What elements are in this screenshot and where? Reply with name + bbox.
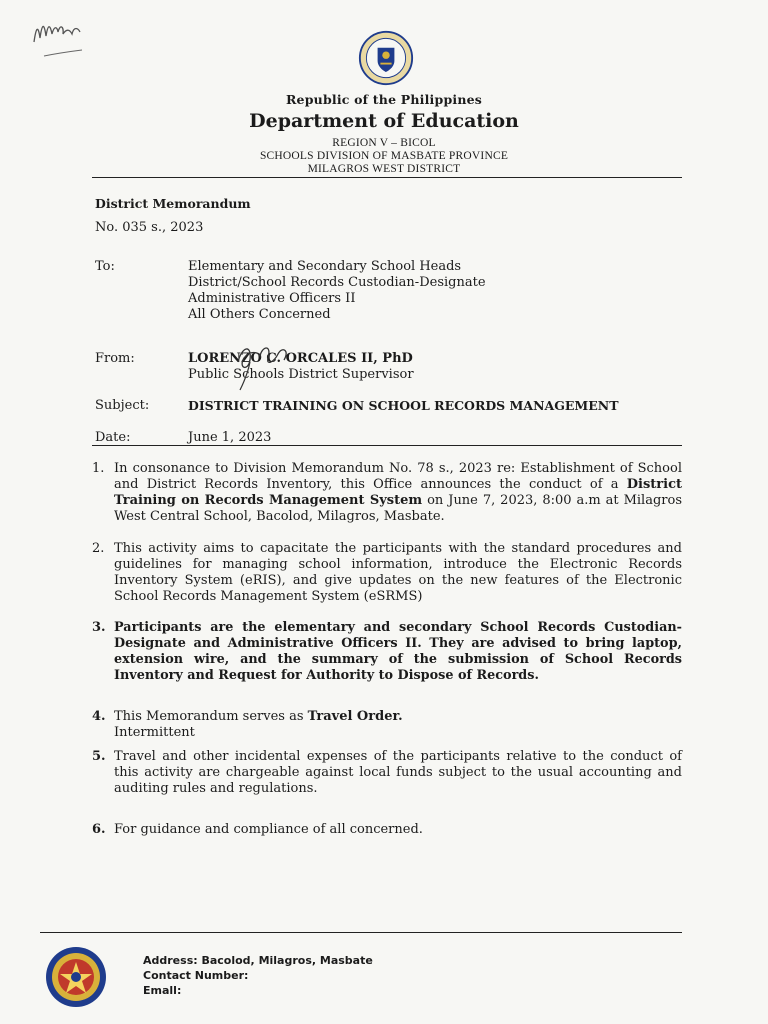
item-text: This activity aims to capacitate the participants with the standard procedures and guidelines for managing school information, introduce the Electronic Records Inventory System (eRIS), and give updates on the new features of the Electronic School Records Management System (eSRMS) (114, 541, 682, 604)
subject-text: DISTRICT TRAINING ON SCHOOL RECORDS MANAGEMENT (188, 398, 619, 413)
footer-address: Address: Bacolod, Milagros, Masbate (143, 954, 373, 967)
item-text-part: on June 7, 2023, 8:00 a.m at Milagros West Central School, Bacolod, Milagros, Masbate. (114, 493, 682, 524)
item-text-bold: District Training on Records Management System (114, 477, 682, 508)
subject-label: Subject: (95, 398, 150, 413)
deped-seal-logo (358, 30, 414, 86)
department-heading: Department of Education (249, 110, 519, 132)
list-item (92, 541, 682, 605)
item-text-part: In consonance to Division Memorandum No. 78 s., 2023 re: Establishment of School and District Records Inventory, this Office announces the conduct of a (114, 461, 682, 492)
recipient-line: All Others Concerned (188, 307, 331, 322)
item-number: 3. (92, 620, 106, 635)
handwritten-signature (228, 332, 298, 392)
recipient-line: District/School Records Custodian-Designate (188, 275, 486, 290)
date-label: Date: (95, 430, 131, 445)
list-item (92, 749, 682, 797)
division-line: SCHOOLS DIVISION OF MASBATE PROVINCE (259, 150, 509, 162)
list-item (92, 461, 682, 525)
from-label: From: (95, 351, 135, 366)
item-text (114, 709, 682, 725)
district-line: MILAGROS WEST DISTRICT (307, 163, 461, 175)
list-item (92, 822, 682, 838)
meta-divider (92, 445, 682, 446)
memo-title: District Memorandum (95, 196, 251, 211)
item-text: Travel and other incidental expenses of the participants relative to the conduct of this activity are chargeable against local funds subject to the usual accounting and auditing rules and regulations. (114, 749, 682, 796)
to-label: To: (95, 259, 115, 274)
item-text: Participants are the elementary and secondary School Records Custodian-Designate and Administrative Officers II. They are advised to bring laptop, extension wire, and the summary of the submission of School Records Inventory and Request for Authority to Dispose of Records. (114, 620, 682, 683)
item-number: 1. (92, 461, 105, 476)
footer-contact-number: Contact Number: (143, 969, 249, 982)
item-number: 4. (92, 709, 106, 724)
list-item (92, 620, 682, 684)
footer-email: Emall: (143, 984, 182, 997)
sender-position: Public Schools District Supervisor (188, 367, 414, 382)
footer-contact-block (143, 953, 373, 998)
item-subtext: Intermittent (114, 725, 195, 740)
item-text-part: This Memorandum serves as (114, 709, 308, 724)
list-item (92, 709, 682, 741)
header-divider (92, 177, 682, 178)
recipient-line: Elementary and Secondary School Heads (188, 259, 462, 274)
district-seal-logo (45, 946, 107, 1008)
item-number: 5. (92, 749, 106, 764)
footer-divider (40, 932, 682, 933)
sender-name: LORENZO C. ORCALES II, PhD (188, 351, 413, 366)
item-text: For guidance and compliance of all concerned. (114, 822, 423, 837)
item-number: 6. (92, 822, 106, 837)
handwritten-initials-mark (30, 14, 100, 74)
to-recipients (188, 259, 486, 323)
region-line: REGION V – BICOL (332, 137, 436, 149)
memo-date: June 1, 2023 (188, 430, 272, 445)
recipient-line: Administrative Officers II (188, 291, 356, 306)
republic-heading: Republic of the Philippines (285, 92, 483, 107)
item-text-bold: Travel Order. (307, 709, 403, 724)
item-number: 2. (92, 541, 105, 556)
memo-number: No. 035 s., 2023 (95, 220, 204, 235)
item-text (114, 461, 682, 525)
